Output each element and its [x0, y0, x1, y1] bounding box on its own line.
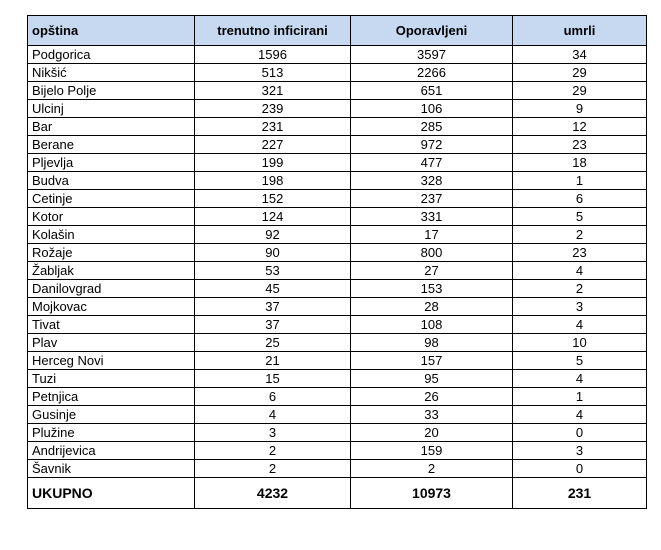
cell-infected: 37	[195, 298, 351, 316]
cell-infected: 199	[195, 154, 351, 172]
cell-infected: 513	[195, 64, 351, 82]
cell-recovered: 477	[351, 154, 513, 172]
total-row	[28, 478, 647, 509]
cell-infected: 1596	[195, 46, 351, 64]
table-row	[28, 334, 647, 352]
header-row	[28, 16, 647, 46]
cell-municipality: Podgorica	[28, 46, 195, 64]
cell-infected: 227	[195, 136, 351, 154]
cell-recovered: 17	[351, 226, 513, 244]
table-row	[28, 226, 647, 244]
cell-infected: 231	[195, 118, 351, 136]
cell-recovered: 33	[351, 406, 513, 424]
table-row	[28, 424, 647, 442]
cell-deaths: 34	[513, 46, 647, 64]
cell-deaths: 4	[513, 406, 647, 424]
table-row	[28, 316, 647, 334]
table-row	[28, 298, 647, 316]
cell-infected: 321	[195, 82, 351, 100]
cell-recovered: 651	[351, 82, 513, 100]
cell-recovered: 972	[351, 136, 513, 154]
cell-deaths: 1	[513, 172, 647, 190]
cell-infected: 152	[195, 190, 351, 208]
table-row	[28, 190, 647, 208]
cell-deaths: 2	[513, 280, 647, 298]
cell-municipality: Berane	[28, 136, 195, 154]
covid-municipality-table-container	[27, 15, 646, 509]
cell-municipality: Ulcinj	[28, 100, 195, 118]
cell-municipality: Pljevlja	[28, 154, 195, 172]
cell-recovered: 153	[351, 280, 513, 298]
cell-infected: 15	[195, 370, 351, 388]
cell-deaths: 23	[513, 136, 647, 154]
cell-municipality: Žabljak	[28, 262, 195, 280]
cell-municipality: Plužine	[28, 424, 195, 442]
cell-recovered: 157	[351, 352, 513, 370]
cell-infected: 198	[195, 172, 351, 190]
cell-deaths: 12	[513, 118, 647, 136]
cell-municipality: Mojkovac	[28, 298, 195, 316]
cell-deaths: 4	[513, 370, 647, 388]
cell-municipality: Kotor	[28, 208, 195, 226]
cell-deaths: 0	[513, 424, 647, 442]
table-row	[28, 46, 647, 64]
cell-recovered: 28	[351, 298, 513, 316]
cell-recovered: 27	[351, 262, 513, 280]
table-body	[28, 46, 647, 478]
table-row	[28, 406, 647, 424]
table-row	[28, 82, 647, 100]
cell-recovered: 2	[351, 460, 513, 478]
table-footer	[28, 478, 647, 509]
cell-infected: 239	[195, 100, 351, 118]
table-row	[28, 208, 647, 226]
cell-infected: 3	[195, 424, 351, 442]
cell-municipality: Herceg Novi	[28, 352, 195, 370]
table-row	[28, 460, 647, 478]
cell-municipality: Gusinje	[28, 406, 195, 424]
cell-municipality: Budva	[28, 172, 195, 190]
cell-recovered: 95	[351, 370, 513, 388]
table-row	[28, 244, 647, 262]
total-deaths: 231	[513, 478, 647, 509]
cell-deaths: 2	[513, 226, 647, 244]
cell-recovered: 106	[351, 100, 513, 118]
table-row	[28, 442, 647, 460]
cell-municipality: Petnjica	[28, 388, 195, 406]
table-row	[28, 370, 647, 388]
cell-municipality: Bar	[28, 118, 195, 136]
cell-recovered: 3597	[351, 46, 513, 64]
total-label: UKUPNO	[28, 478, 195, 509]
table-row	[28, 388, 647, 406]
header-deaths: umrli	[513, 16, 647, 46]
cell-recovered: 98	[351, 334, 513, 352]
cell-deaths: 29	[513, 82, 647, 100]
cell-infected: 2	[195, 460, 351, 478]
cell-municipality: Danilovgrad	[28, 280, 195, 298]
cell-recovered: 2266	[351, 64, 513, 82]
table-row	[28, 100, 647, 118]
cell-recovered: 800	[351, 244, 513, 262]
cell-municipality: Plav	[28, 334, 195, 352]
cell-deaths: 29	[513, 64, 647, 82]
cell-infected: 25	[195, 334, 351, 352]
table-row	[28, 280, 647, 298]
table-row	[28, 262, 647, 280]
cell-recovered: 20	[351, 424, 513, 442]
cell-deaths: 3	[513, 298, 647, 316]
cell-recovered: 285	[351, 118, 513, 136]
cell-deaths: 0	[513, 460, 647, 478]
total-recovered: 10973	[351, 478, 513, 509]
cell-recovered: 331	[351, 208, 513, 226]
cell-deaths: 6	[513, 190, 647, 208]
cell-infected: 45	[195, 280, 351, 298]
cell-deaths: 3	[513, 442, 647, 460]
cell-infected: 124	[195, 208, 351, 226]
cell-municipality: Bijelo Polje	[28, 82, 195, 100]
table-header	[28, 16, 647, 46]
cell-recovered: 237	[351, 190, 513, 208]
cell-recovered: 26	[351, 388, 513, 406]
cell-municipality: Tuzi	[28, 370, 195, 388]
cell-deaths: 1	[513, 388, 647, 406]
cell-infected: 21	[195, 352, 351, 370]
cell-recovered: 159	[351, 442, 513, 460]
cell-deaths: 4	[513, 316, 647, 334]
table-row	[28, 64, 647, 82]
cell-municipality: Tivat	[28, 316, 195, 334]
cell-infected: 6	[195, 388, 351, 406]
table-row	[28, 172, 647, 190]
cell-recovered: 108	[351, 316, 513, 334]
header-infected: trenutno inficirani	[195, 16, 351, 46]
cell-deaths: 10	[513, 334, 647, 352]
table-row	[28, 154, 647, 172]
cell-municipality: Kolašin	[28, 226, 195, 244]
cell-deaths: 4	[513, 262, 647, 280]
cell-deaths: 18	[513, 154, 647, 172]
cell-municipality: Andrijevica	[28, 442, 195, 460]
cell-recovered: 328	[351, 172, 513, 190]
cell-deaths: 9	[513, 100, 647, 118]
cell-infected: 37	[195, 316, 351, 334]
cell-infected: 4	[195, 406, 351, 424]
table-row	[28, 136, 647, 154]
cell-deaths: 5	[513, 352, 647, 370]
covid-municipality-table	[27, 15, 647, 509]
cell-deaths: 5	[513, 208, 647, 226]
cell-infected: 90	[195, 244, 351, 262]
header-recovered: Oporavljeni	[351, 16, 513, 46]
cell-infected: 53	[195, 262, 351, 280]
cell-municipality: Cetinje	[28, 190, 195, 208]
table-row	[28, 118, 647, 136]
total-infected: 4232	[195, 478, 351, 509]
table-row	[28, 352, 647, 370]
cell-municipality: Šavnik	[28, 460, 195, 478]
cell-infected: 92	[195, 226, 351, 244]
cell-municipality: Rožaje	[28, 244, 195, 262]
cell-infected: 2	[195, 442, 351, 460]
cell-municipality: Nikšić	[28, 64, 195, 82]
cell-deaths: 23	[513, 244, 647, 262]
header-municipality: opština	[28, 16, 195, 46]
